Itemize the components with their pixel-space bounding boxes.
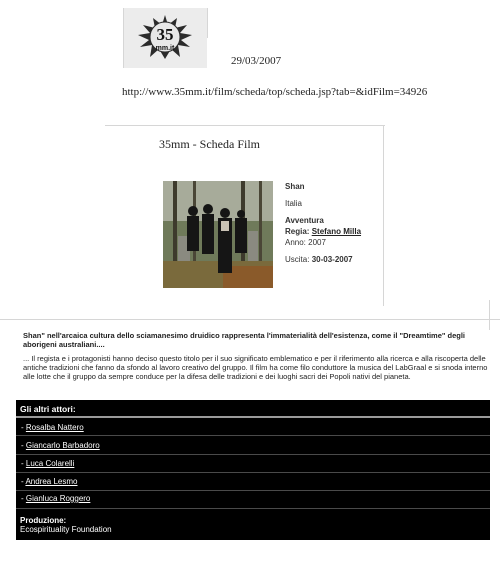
film-country: Italia [285,199,302,208]
actor-divider [16,454,490,455]
actors-title: Gli altri attori: [20,404,76,414]
director-label: Regia: [285,227,310,236]
scrap-edge [105,125,385,126]
production-label: Produzione: [20,516,67,525]
synopsis [23,331,488,381]
scrap-edge [0,319,500,320]
film-release-row [285,254,361,265]
actor-divider [16,472,490,473]
actor-link[interactable]: Luca Colarelli [25,459,75,468]
page-url: http://www.35mm.it/film/scheda/top/scheda.jsp?tab=&idFilm=34926 [122,86,428,98]
production-panel [16,514,490,540]
actor-divider [16,508,490,509]
actor-divider [16,435,490,436]
actor-bullet: - [21,494,26,503]
film-poster [163,181,273,288]
production-value: Ecospirituality Foundation [20,525,112,534]
logo-number: 35 [156,25,174,44]
actor-link[interactable]: Rosalba Nattero [25,423,84,432]
actor-link[interactable]: Giancarlo Barbadoro [25,441,100,450]
scrap-edge [489,300,490,330]
film-title: Shan [285,182,305,191]
actor-bullet: - [21,441,26,450]
film-genre: Avventura [285,216,324,225]
actors-panel [16,400,490,514]
actor-bullet: - [21,459,26,468]
film-info [285,181,361,265]
actor-divider [16,490,490,491]
actor-item [21,423,84,432]
actor-bullet: - [21,423,26,432]
synopsis-lead: Shan" nell'arcaica cultura dello sciamanesimo druidico rappresenta l'immaterialità dell'esistenza, come il "Dreamtime" degli aborigeni australiani.... [23,331,466,349]
logo-subtext: mm.it [155,45,175,52]
scrap-edge [207,8,208,38]
actor-link[interactable]: Andrea Lesmo [25,477,78,486]
release-label: Uscita: [285,255,310,264]
synopsis-body: ... Il regista e i protagonisti hanno deciso questo titolo per il suo significato emblematico e per il riferimento alla ricerca e alla riscoperta delle antiche tradizioni che fanno da sfondo al lavoro creativo del gruppo. Il film ha come filo conduttore la musica del LabGraal e si snoda interno alle lotte che il gruppo da sempre conduce per la difesa delle tradizioni e dei luoghi sacri dei Popoli nativi del pianeta. [23,354,488,381]
print-date: 29/03/2007 [231,55,282,67]
actor-link[interactable]: Gianluca Roggero [25,494,91,503]
actors-divider [16,416,490,418]
35mm-logo[interactable] [133,13,197,61]
scrap-edge [383,126,384,306]
film-year: Anno: 2007 [285,238,326,247]
actor-bullet: - [21,477,26,486]
scrap-edge [123,8,124,68]
page-title: 35mm - Scheda Film [159,137,260,151]
director-link[interactable]: Stefano Milla [311,227,362,236]
release-date: 30-03-2007 [311,255,353,264]
film-director-row [285,226,361,237]
actor-item [21,494,90,503]
actor-item [21,441,100,450]
actor-item [21,459,74,468]
actor-item [21,477,77,486]
